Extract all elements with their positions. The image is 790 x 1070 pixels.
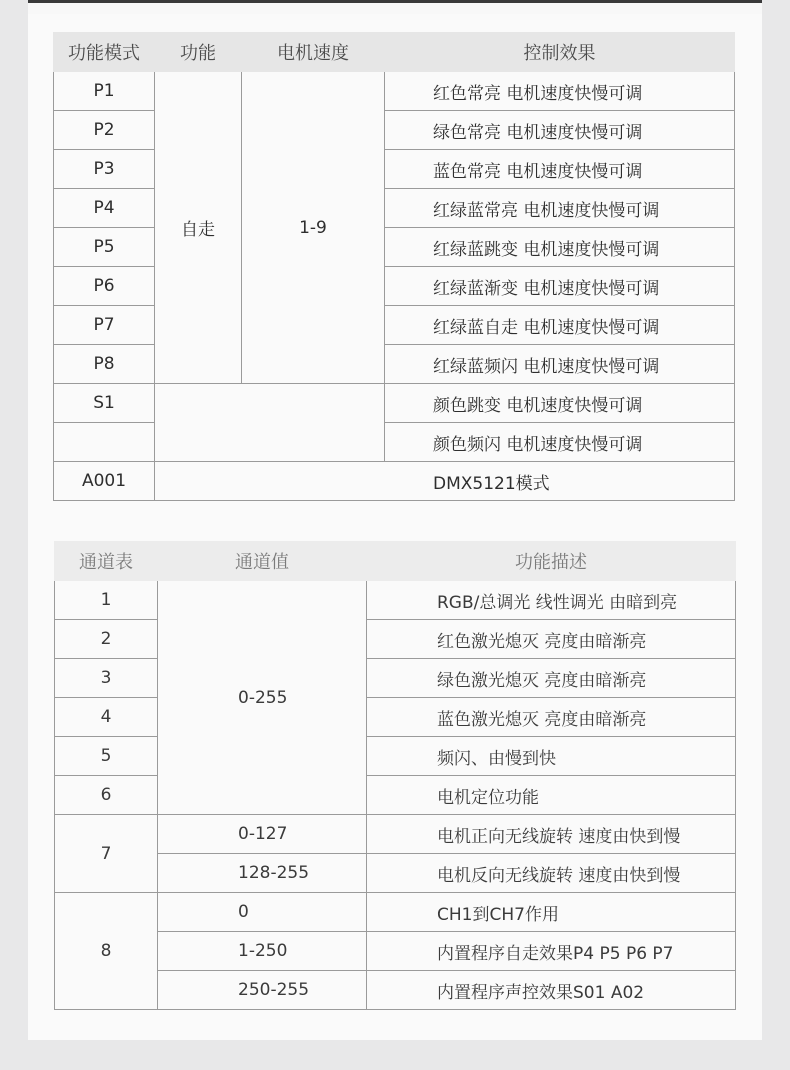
header-channel: 通道表 (55, 542, 158, 581)
header-function-mode: 功能模式 (54, 33, 155, 72)
description-cell: 红色激光熄灭 亮度由暗渐亮 (367, 620, 736, 659)
channel-cell: 3 (55, 659, 158, 698)
header-function: 功能 (155, 33, 242, 72)
description-cell: 电机定位功能 (367, 776, 736, 815)
header-motor-speed: 电机速度 (242, 33, 385, 72)
value-cell: 0-127 (158, 815, 367, 854)
mode-cell: P3 (54, 150, 155, 189)
effect-cell: 绿色常亮 电机速度快慢可调 (385, 111, 735, 150)
channel-cell: 4 (55, 698, 158, 737)
mode-cell (54, 423, 155, 462)
value-cell: 128-255 (158, 854, 367, 893)
effect-cell: 蓝色常亮 电机速度快慢可调 (385, 150, 735, 189)
table-row (55, 659, 736, 698)
description-cell: CH1到CH7作用 (367, 893, 736, 932)
effect-cell: DMX5121模式 (155, 462, 735, 501)
channel-cell: 7 (55, 815, 158, 893)
top-divider (28, 0, 762, 3)
effect-cell: 红绿蓝频闪 电机速度快慢可调 (385, 345, 735, 384)
channel-cell: 1 (55, 581, 158, 620)
effect-cell: 红绿蓝渐变 电机速度快慢可调 (385, 267, 735, 306)
empty-merged-cell (155, 384, 385, 462)
dmx-channel-table (54, 541, 736, 1010)
value-cell: 0 (158, 893, 367, 932)
effect-cell: 红绿蓝常亮 电机速度快慢可调 (385, 189, 735, 228)
table-row (55, 971, 736, 1010)
table-row (55, 581, 736, 620)
mode-cell: P1 (54, 72, 155, 111)
table-row (55, 776, 736, 815)
table-row (55, 620, 736, 659)
description-cell: 内置程序声控效果S01 A02 (367, 971, 736, 1010)
value-cell: 0-255 (158, 581, 367, 815)
effect-cell: 红色常亮 电机速度快慢可调 (385, 72, 735, 111)
description-cell: 电机反向无线旋转 速度由快到慢 (367, 854, 736, 893)
table-row (55, 737, 736, 776)
table-row (55, 932, 736, 971)
description-cell: 频闪、由慢到快 (367, 737, 736, 776)
description-cell: 电机正向无线旋转 速度由快到慢 (367, 815, 736, 854)
mode-cell: P7 (54, 306, 155, 345)
mode-cell: S1 (54, 384, 155, 423)
mode-cell: A001 (54, 462, 155, 501)
effect-cell: 颜色跳变 电机速度快慢可调 (385, 384, 735, 423)
table-row (55, 815, 736, 854)
header-channel-value: 通道值 (158, 542, 367, 581)
table-header-row (54, 33, 735, 72)
description-cell: 蓝色激光熄灭 亮度由暗渐亮 (367, 698, 736, 737)
value-cell: 250-255 (158, 971, 367, 1010)
channel-cell: 5 (55, 737, 158, 776)
mode-cell: P8 (54, 345, 155, 384)
speed-cell: 1-9 (242, 72, 385, 384)
function-mode-table (53, 32, 735, 501)
table-row (54, 384, 735, 423)
function-cell: 自走 (155, 72, 242, 384)
effect-cell: 颜色频闪 电机速度快慢可调 (385, 423, 735, 462)
mode-cell: P2 (54, 111, 155, 150)
mode-cell: P6 (54, 267, 155, 306)
description-cell: 绿色激光熄灭 亮度由暗渐亮 (367, 659, 736, 698)
table-row (55, 893, 736, 932)
table-row (55, 698, 736, 737)
mode-cell: P5 (54, 228, 155, 267)
table-header-row (55, 542, 736, 581)
mode-cell: P4 (54, 189, 155, 228)
channel-cell: 2 (55, 620, 158, 659)
description-cell: RGB/总调光 线性调光 由暗到亮 (367, 581, 736, 620)
effect-cell: 红绿蓝自走 电机速度快慢可调 (385, 306, 735, 345)
description-cell: 内置程序自走效果P4 P5 P6 P7 (367, 932, 736, 971)
table-row (54, 72, 735, 111)
effect-cell: 红绿蓝跳变 电机速度快慢可调 (385, 228, 735, 267)
header-function-description: 功能描述 (367, 542, 736, 581)
channel-cell: 8 (55, 893, 158, 1010)
table-row (55, 854, 736, 893)
value-cell: 1-250 (158, 932, 367, 971)
channel-cell: 6 (55, 776, 158, 815)
table-row (54, 462, 735, 501)
header-control-effect: 控制效果 (385, 33, 735, 72)
